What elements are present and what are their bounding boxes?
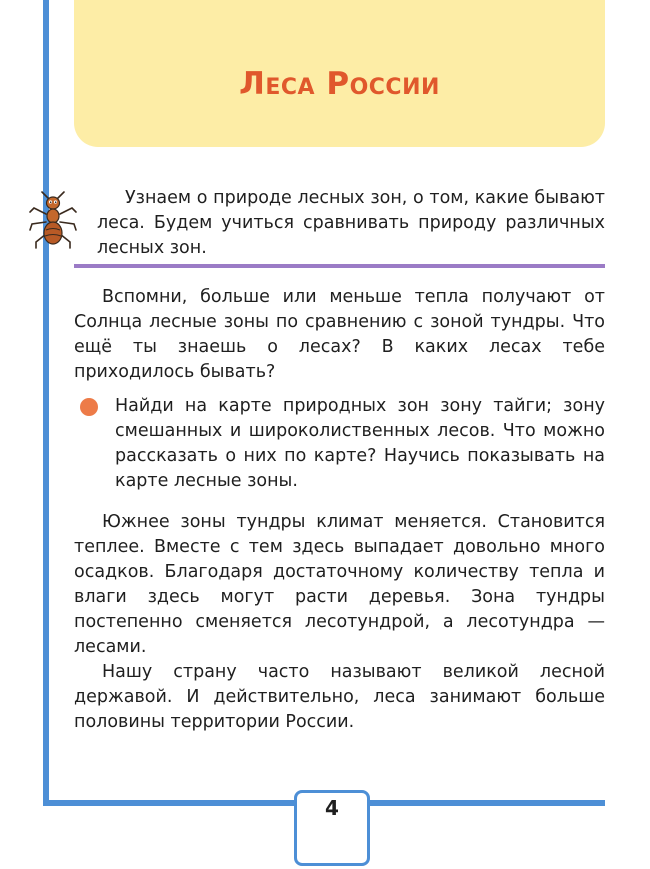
page-title: Леса России	[239, 66, 440, 102]
intro-section	[97, 186, 605, 261]
recall-text: Вспомни, больше или меньше тепла получают от Солнца лесные зоны по сравнению с зоной тундры. Что ещё ты знаешь о лесах? В каких лесах тебе приходилось бывать?	[74, 287, 605, 382]
body-paragraph-2: Нашу страну часто называют великой лесной державой. И действительно, леса занимают больше половины территории России.	[74, 662, 605, 732]
recall-section	[74, 285, 605, 385]
task-text: Найди на карте природных зон зону тайги; зону смешанных и широколиственных лесов. Что можно рассказать о них по карте? Научись показывать на карте лесные зоны.	[115, 396, 605, 491]
task-section	[115, 394, 605, 494]
intro-text: Узнаем о природе лесных зон, о том, какие бывают леса. Будем учиться сравнивать природу различных лесных зон.	[97, 188, 605, 258]
page-number: 4	[325, 796, 339, 820]
page-frame-left	[43, 0, 49, 806]
body-section	[74, 510, 605, 735]
task-bullet-icon	[80, 398, 98, 416]
ant-icon	[28, 190, 78, 252]
body-paragraph-1: Южнее зоны тундры климат меняется. Становится теплее. Вместе с тем здесь выпадает довольно много осадков. Благодаря достаточному количеству тепла и влаги здесь могут расти деревья. Зона тундры постепенно сменяется лесотундрой, а лесотундра — лесами.	[74, 512, 605, 657]
section-divider	[74, 264, 605, 268]
